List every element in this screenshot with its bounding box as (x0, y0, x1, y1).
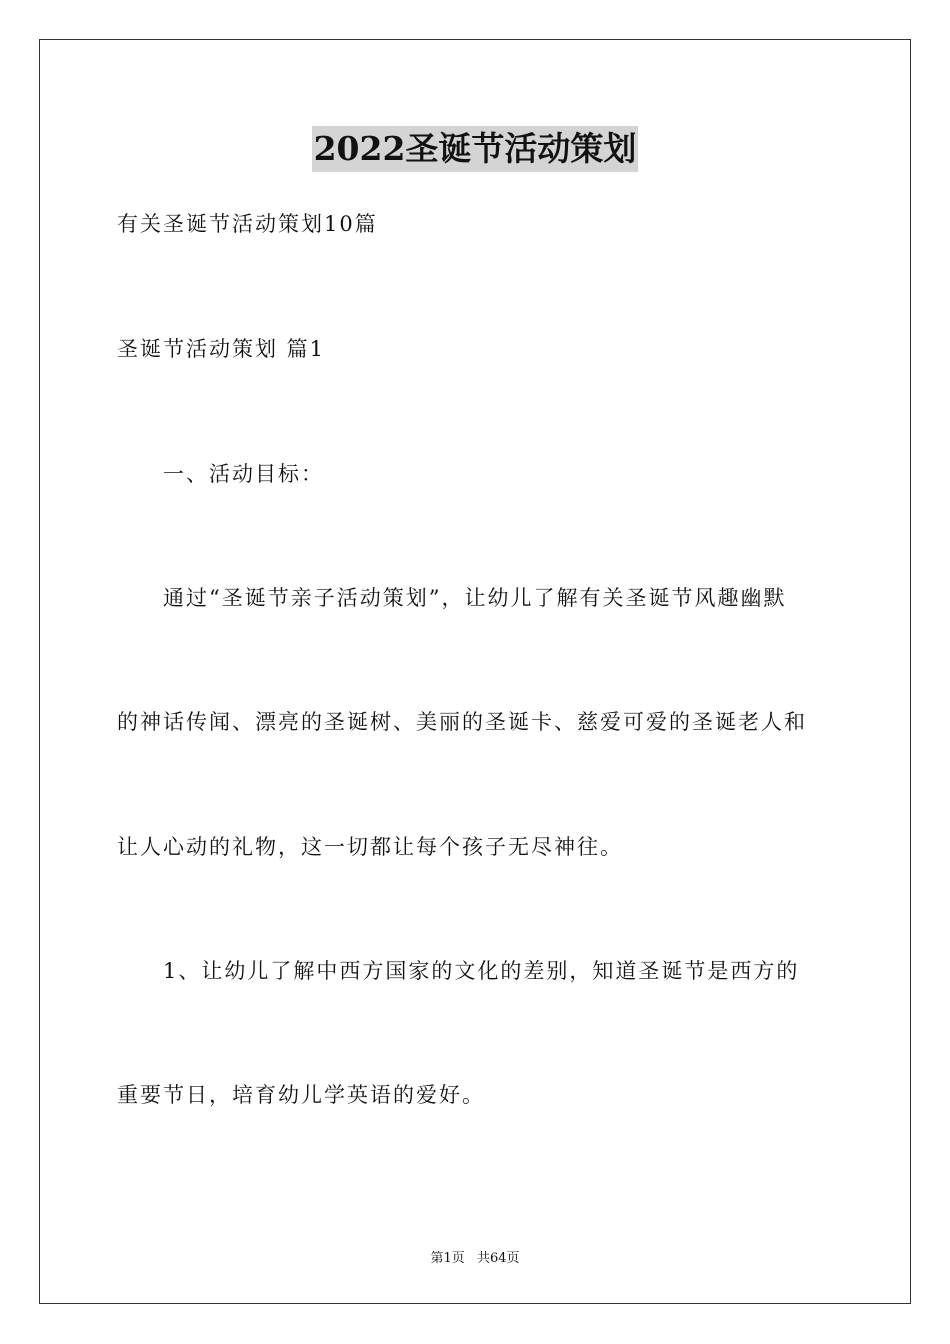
document-title: 2022圣诞节活动策划 (312, 126, 639, 172)
paragraph-line: 让人心动的礼物，这一切都让每个孩子无尽神往。 (117, 835, 623, 859)
objective-heading: 一、活动目标： (163, 462, 324, 486)
section-heading: 圣诞节活动策划 篇1 (117, 337, 326, 361)
page-number-total: 共64页 (476, 1251, 520, 1266)
paragraph-line: 的神话传闻、漂亮的圣诞树、美丽的圣诞卡、慈爱可爱的圣诞老人和 (117, 710, 807, 734)
page-number-current: 第1页 (430, 1251, 465, 1266)
subtitle-line: 有关圣诞节活动策划10篇 (117, 212, 378, 236)
paragraph-line: 通过“圣诞节亲子活动策划”，让幼儿了解有关圣诞节风趣幽默 (163, 586, 787, 610)
paragraph-line: 重要节日，培育幼儿学英语的爱好。 (117, 1083, 485, 1107)
page-footer (0, 1247, 950, 1266)
title-container (0, 126, 950, 172)
paragraph-line: 1、让幼儿了解中西方国家的文化的差别，知道圣诞节是西方的 (163, 959, 800, 983)
